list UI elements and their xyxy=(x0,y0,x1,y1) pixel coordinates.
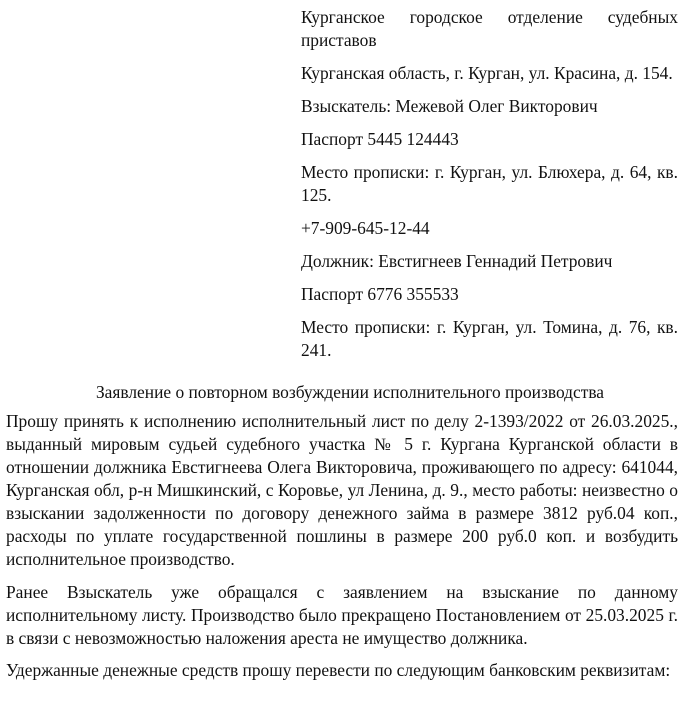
paragraph-history: Ранее Взыскатель уже обращался с заявлением на взыскание по данному исполнительному листу. Производство было прекращено Постановлением от 25.03.2025 г. в связи с невозможностью наложения ареста не имущество должника. xyxy=(6,582,678,648)
claimant-address: Место прописки: г. Курган, ул. Блюхера, д. 64, кв. 125. xyxy=(301,162,678,205)
document-body xyxy=(6,410,678,692)
paragraph-request: Прошу принять к исполнению исполнительный лист по делу 2-1393/2022 от 26.03.2025., выданный мировым судьей судебного участка № 5 г. Кургана Курганской области в отношении должника Евстигнеева Олега Викторовича, проживающего по адресу: 641044, Курганская обл, р-н Мишкинский, с Коровье, ул Ленина, д. 9., место работы: неизвестно о взыскании задолженности по договору денежного займа в размере 3812 руб.04 коп., расходы по уплате государственной пошлины в размере 200 руб.0 коп. и возбудить исполнительное производство. xyxy=(6,411,678,569)
paragraph-bank-details: Удержанные денежные средств прошу перевести по следующим банковским реквизитам: xyxy=(6,660,671,680)
debtor-name: Должник: Евстигнеев Геннадий Петрович xyxy=(301,251,613,271)
debtor-address: Место прописки: г. Курган, ул. Томина, д. 76, кв. 241. xyxy=(301,317,678,360)
claimant-phone: +7-909-645-12-44 xyxy=(301,218,430,238)
debtor-passport: Паспорт 6776 355533 xyxy=(301,284,459,304)
claimant-passport: Паспорт 5445 124443 xyxy=(301,129,459,149)
document-title: Заявление о повторном возбуждении исполнительного производства xyxy=(95,382,605,402)
addressee-block xyxy=(301,6,678,372)
court-office-name: Курганское городское отделение судебных приставов xyxy=(301,7,678,50)
court-office-address: Курганская область, г. Курган, ул. Красина, д. 154. xyxy=(301,63,673,83)
claimant-name: Взыскатель: Межевой Олег Викторович xyxy=(301,96,598,116)
